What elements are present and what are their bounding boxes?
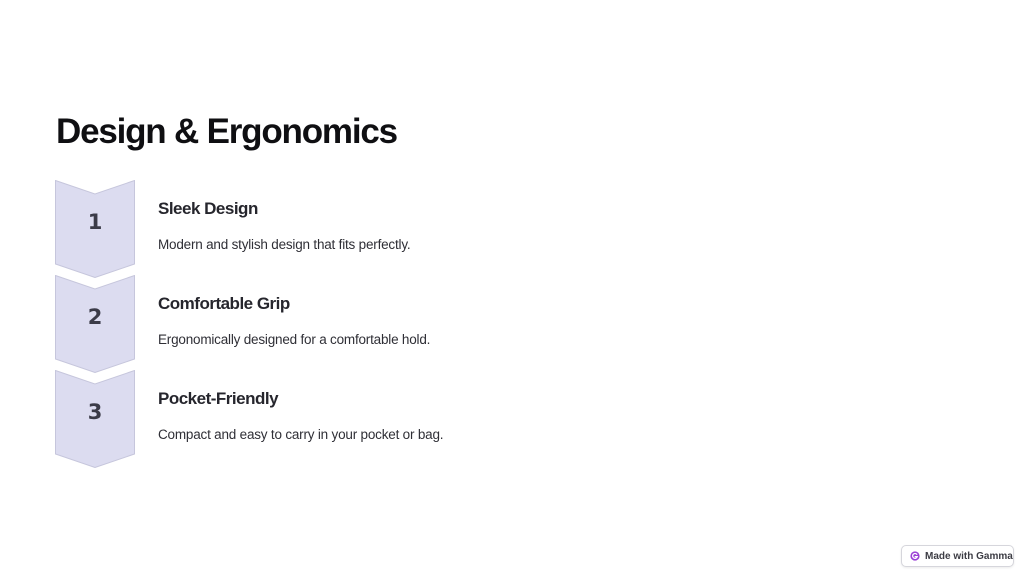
step-number: 3	[87, 400, 103, 424]
step-heading: Sleek Design	[158, 199, 258, 218]
step-item	[55, 180, 615, 278]
made-with-gamma-badge[interactable]	[901, 545, 1014, 567]
step-heading: Comfortable Grip	[158, 294, 290, 313]
step-description: Compact and easy to carry in your pocket or bag.	[158, 427, 444, 442]
gamma-logo-icon	[910, 551, 920, 561]
step-number: 1	[87, 210, 103, 234]
slide-title: Design & Ergonomics	[56, 112, 397, 151]
step-description: Modern and stylish design that fits perfectly.	[158, 237, 411, 252]
step-heading: Pocket-Friendly	[158, 389, 279, 408]
step-item	[55, 370, 615, 468]
step-description: Ergonomically designed for a comfortable hold.	[158, 332, 431, 347]
step-item	[55, 275, 615, 373]
step-number: 2	[87, 305, 103, 329]
badge-label: Made with Gamma	[925, 550, 1013, 562]
